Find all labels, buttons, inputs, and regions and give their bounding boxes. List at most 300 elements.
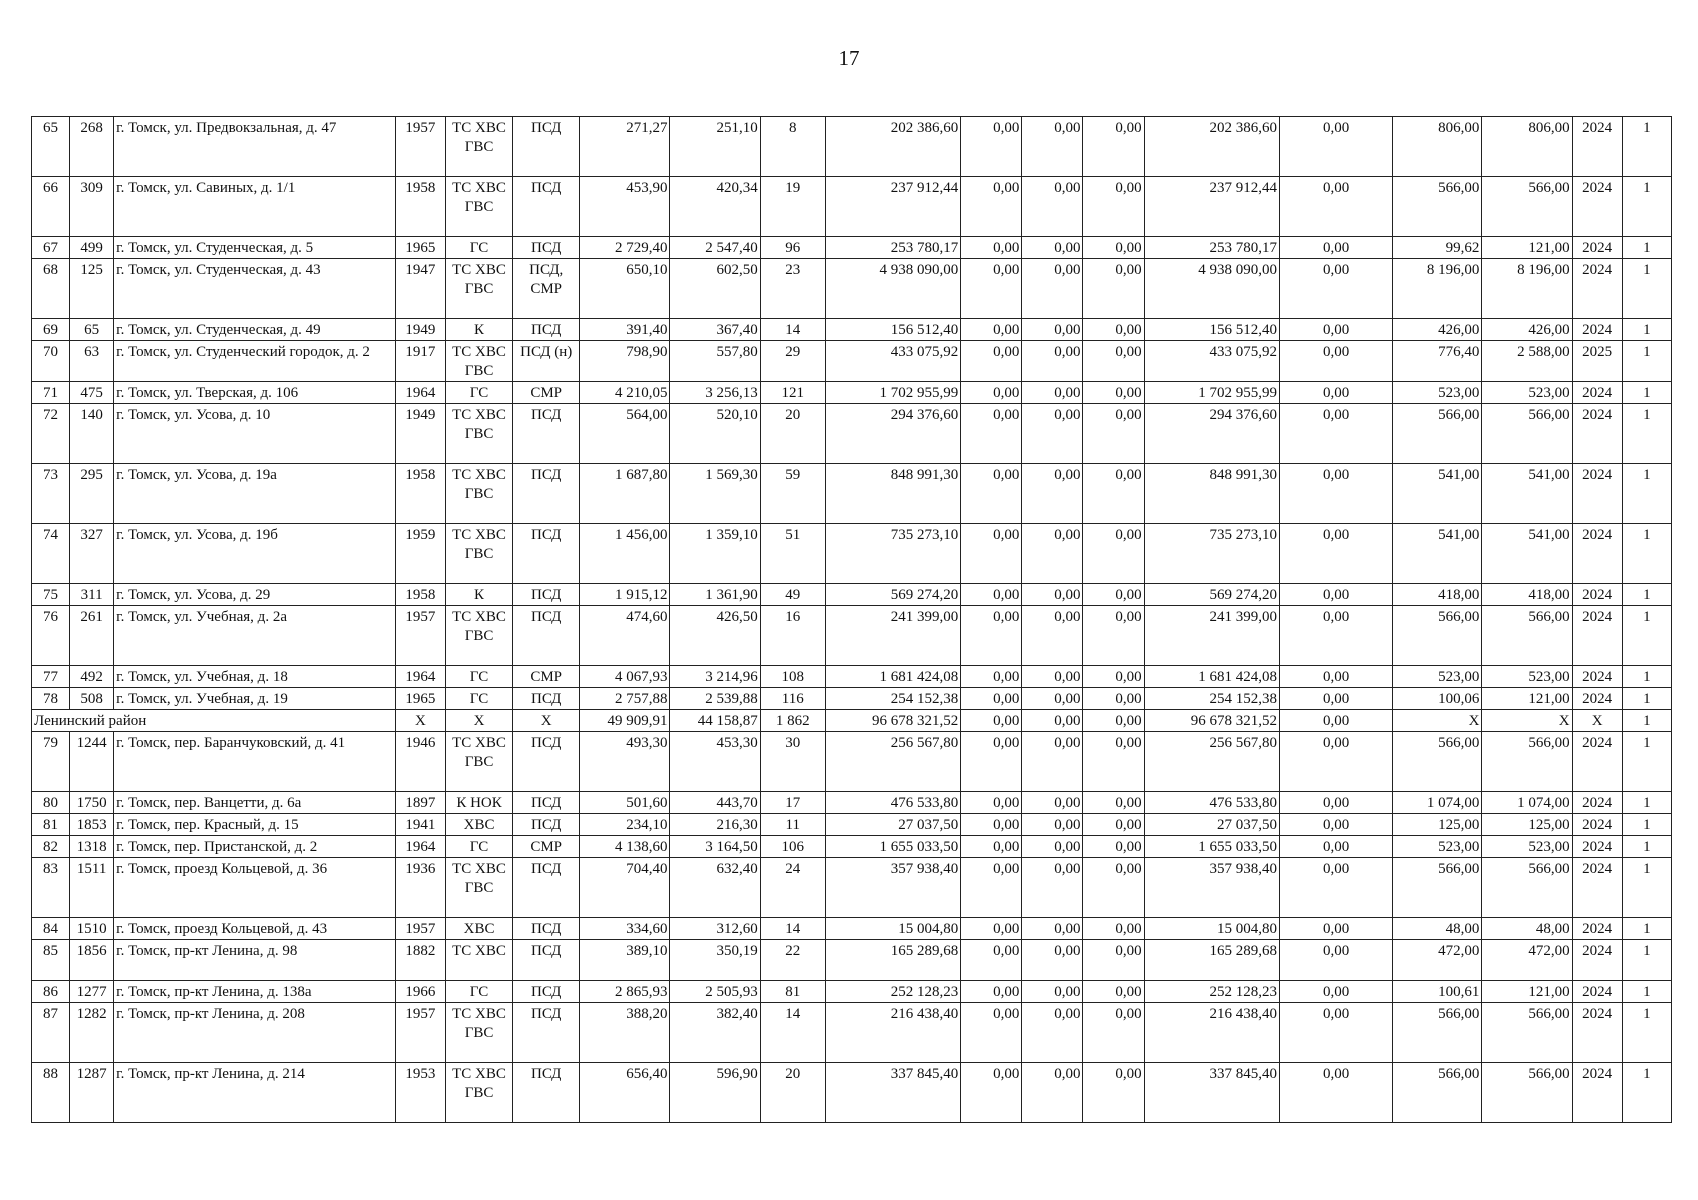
- cell-residents: 116: [760, 688, 825, 710]
- cell-fund-2: 0,00: [1022, 259, 1083, 319]
- cell-residents: 11: [760, 814, 825, 836]
- cell-residents: 17: [760, 792, 825, 814]
- cell-living-area: 1 569,30: [670, 464, 760, 524]
- cell-total-cost: 735 273,10: [825, 524, 960, 584]
- cell-living-area: 443,70: [670, 792, 760, 814]
- cell-row-number: 78: [32, 688, 70, 710]
- cell-build-year: 1964: [395, 382, 445, 404]
- cell-fund-2: 0,00: [1022, 404, 1083, 464]
- cell-fund-2: 0,00: [1022, 341, 1083, 382]
- cell-work-type: X: [513, 710, 580, 732]
- cell-address: г. Томск, пр-кт Ленина, д. 98: [114, 940, 396, 981]
- cell-fund-1: 0,00: [961, 382, 1022, 404]
- cell-address: г. Томск, проезд Кольцевой, д. 36: [114, 858, 396, 918]
- cell-residents: 14: [760, 1003, 825, 1063]
- cell-residents: 16: [760, 606, 825, 666]
- cell-row-number: 73: [32, 464, 70, 524]
- cell-unit-cost-limit: 426,00: [1482, 319, 1572, 341]
- cell-address: г. Томск, ул. Усова, д. 10: [114, 404, 396, 464]
- cell-work-type: СМР: [513, 836, 580, 858]
- cell-total-cost: 433 075,92: [825, 341, 960, 382]
- cell-total-area: 1 687,80: [580, 464, 670, 524]
- cell-other-funds: 0,00: [1279, 237, 1392, 259]
- cell-system-type: К: [445, 584, 512, 606]
- table-row: [32, 836, 1672, 858]
- cell-row-number: 82: [32, 836, 70, 858]
- table-row: [32, 237, 1672, 259]
- cell-plan-year: 2024: [1572, 524, 1622, 584]
- page-number: 17: [838, 46, 860, 70]
- cell-plan-year: 2024: [1572, 259, 1622, 319]
- cell-total-cost: 15 004,80: [825, 918, 960, 940]
- cell-other-funds: 0,00: [1279, 710, 1392, 732]
- cell-work-type: ПСД: [513, 792, 580, 814]
- cell-flag: 1: [1622, 688, 1671, 710]
- cell-unit-cost-limit: 48,00: [1482, 918, 1572, 940]
- cell-living-area: 632,40: [670, 858, 760, 918]
- cell-unit-cost-limit: 125,00: [1482, 814, 1572, 836]
- cell-address: г. Томск, ул. Усова, д. 19б: [114, 524, 396, 584]
- cell-work-type: ПСД: [513, 584, 580, 606]
- cell-unit-cost: 99,62: [1393, 237, 1482, 259]
- cell-system-type: ГС: [445, 688, 512, 710]
- cell-build-year: 1949: [395, 404, 445, 464]
- cell-house-id: 1282: [70, 1003, 114, 1063]
- cell-fund-3: 0,00: [1083, 981, 1144, 1003]
- cell-address: г. Томск, проезд Кольцевой, д. 43: [114, 918, 396, 940]
- cell-fund-2: 0,00: [1022, 792, 1083, 814]
- cell-system-type: ТС ХВС ГВС: [445, 177, 512, 237]
- cell-flag: 1: [1622, 382, 1671, 404]
- cell-unit-cost: 472,00: [1393, 940, 1482, 981]
- cell-total-area: 501,60: [580, 792, 670, 814]
- table-row: [32, 382, 1672, 404]
- cell-fund-3: 0,00: [1083, 688, 1144, 710]
- table-row: [32, 319, 1672, 341]
- cell-fund-1: 0,00: [961, 177, 1022, 237]
- cell-total-area: 4 210,05: [580, 382, 670, 404]
- cell-living-area: 367,40: [670, 319, 760, 341]
- cell-build-year: 1959: [395, 524, 445, 584]
- cell-other-funds: 0,00: [1279, 319, 1392, 341]
- cell-system-type: ТС ХВС ГВС: [445, 259, 512, 319]
- cell-owners-funds: 256 567,80: [1144, 732, 1279, 792]
- cell-fund-2: 0,00: [1022, 981, 1083, 1003]
- cell-row-number: 75: [32, 584, 70, 606]
- cell-row-number: 76: [32, 606, 70, 666]
- cell-plan-year: 2024: [1572, 814, 1622, 836]
- cell-plan-year: 2024: [1572, 177, 1622, 237]
- cell-work-type: ПСД: [513, 981, 580, 1003]
- cell-house-id: 1244: [70, 732, 114, 792]
- cell-plan-year: 2024: [1572, 688, 1622, 710]
- cell-address: г. Томск, ул. Учебная, д. 19: [114, 688, 396, 710]
- cell-fund-3: 0,00: [1083, 1063, 1144, 1123]
- cell-system-type: ТС ХВС ГВС: [445, 464, 512, 524]
- cell-address: г. Томск, ул. Студенческая, д. 5: [114, 237, 396, 259]
- cell-row-number: 68: [32, 259, 70, 319]
- cell-fund-1: 0,00: [961, 792, 1022, 814]
- cell-fund-3: 0,00: [1083, 237, 1144, 259]
- cell-work-type: ПСД: [513, 524, 580, 584]
- cell-unit-cost-limit: X: [1482, 710, 1572, 732]
- cell-other-funds: 0,00: [1279, 464, 1392, 524]
- cell-system-type: ТС ХВС ГВС: [445, 117, 512, 177]
- cell-system-type: ХВС: [445, 814, 512, 836]
- cell-unit-cost-limit: 566,00: [1482, 177, 1572, 237]
- cell-total-area: 334,60: [580, 918, 670, 940]
- cell-flag: 1: [1622, 341, 1671, 382]
- cell-owners-funds: 252 128,23: [1144, 981, 1279, 1003]
- cell-fund-3: 0,00: [1083, 319, 1144, 341]
- cell-other-funds: 0,00: [1279, 1063, 1392, 1123]
- cell-owners-funds: 294 376,60: [1144, 404, 1279, 464]
- cell-fund-1: 0,00: [961, 319, 1022, 341]
- cell-system-type: ТС ХВС ГВС: [445, 606, 512, 666]
- cell-build-year: 1946: [395, 732, 445, 792]
- cell-build-year: 1958: [395, 584, 445, 606]
- cell-build-year: 1957: [395, 918, 445, 940]
- cell-unit-cost-limit: 121,00: [1482, 688, 1572, 710]
- cell-build-year: 1964: [395, 836, 445, 858]
- cell-fund-2: 0,00: [1022, 710, 1083, 732]
- cell-system-type: ГС: [445, 981, 512, 1003]
- cell-other-funds: 0,00: [1279, 341, 1392, 382]
- cell-owners-funds: 337 845,40: [1144, 1063, 1279, 1123]
- cell-unit-cost: 566,00: [1393, 1003, 1482, 1063]
- cell-flag: 1: [1622, 117, 1671, 177]
- cell-fund-2: 0,00: [1022, 836, 1083, 858]
- cell-row-number: 86: [32, 981, 70, 1003]
- cell-system-type: ГС: [445, 836, 512, 858]
- cell-fund-3: 0,00: [1083, 259, 1144, 319]
- cell-unit-cost: 566,00: [1393, 858, 1482, 918]
- cell-address: г. Томск, ул. Учебная, д. 2а: [114, 606, 396, 666]
- table-row: [32, 606, 1672, 666]
- cell-living-area: 382,40: [670, 1003, 760, 1063]
- cell-row-number: 70: [32, 341, 70, 382]
- cell-fund-1: 0,00: [961, 688, 1022, 710]
- cell-residents: 19: [760, 177, 825, 237]
- cell-total-area: 389,10: [580, 940, 670, 981]
- cell-fund-3: 0,00: [1083, 177, 1144, 237]
- cell-owners-funds: 202 386,60: [1144, 117, 1279, 177]
- cell-fund-2: 0,00: [1022, 177, 1083, 237]
- cell-plan-year: 2024: [1572, 836, 1622, 858]
- cell-work-type: ПСД: [513, 319, 580, 341]
- cell-row-number: 72: [32, 404, 70, 464]
- cell-fund-2: 0,00: [1022, 1063, 1083, 1123]
- table-row: [32, 732, 1672, 792]
- cell-residents: 14: [760, 918, 825, 940]
- cell-total-cost: 569 274,20: [825, 584, 960, 606]
- cell-other-funds: 0,00: [1279, 792, 1392, 814]
- cell-system-type: К НОК: [445, 792, 512, 814]
- cell-owners-funds: 165 289,68: [1144, 940, 1279, 981]
- cell-house-id: 125: [70, 259, 114, 319]
- cell-unit-cost: 418,00: [1393, 584, 1482, 606]
- cell-total-area: 656,40: [580, 1063, 670, 1123]
- cell-unit-cost: 566,00: [1393, 732, 1482, 792]
- cell-row-number: 88: [32, 1063, 70, 1123]
- cell-house-id: 1287: [70, 1063, 114, 1123]
- cell-row-number: 85: [32, 940, 70, 981]
- cell-total-area: 391,40: [580, 319, 670, 341]
- cell-other-funds: 0,00: [1279, 940, 1392, 981]
- cell-build-year: 1936: [395, 858, 445, 918]
- cell-total-area: 2 865,93: [580, 981, 670, 1003]
- cell-fund-1: 0,00: [961, 918, 1022, 940]
- cell-plan-year: 2024: [1572, 940, 1622, 981]
- cell-fund-1: 0,00: [961, 341, 1022, 382]
- cell-unit-cost-limit: 566,00: [1482, 732, 1572, 792]
- cell-unit-cost: 541,00: [1393, 464, 1482, 524]
- cell-owners-funds: 27 037,50: [1144, 814, 1279, 836]
- cell-row-number: 83: [32, 858, 70, 918]
- cell-total-cost: 96 678 321,52: [825, 710, 960, 732]
- cell-living-area: 3 214,96: [670, 666, 760, 688]
- cell-address: г. Томск, ул. Усова, д. 19а: [114, 464, 396, 524]
- cell-house-id: 63: [70, 341, 114, 382]
- cell-system-type: ГС: [445, 666, 512, 688]
- cell-total-cost: 237 912,44: [825, 177, 960, 237]
- cell-other-funds: 0,00: [1279, 259, 1392, 319]
- cell-unit-cost-limit: 523,00: [1482, 382, 1572, 404]
- cell-owners-funds: 433 075,92: [1144, 341, 1279, 382]
- cell-fund-2: 0,00: [1022, 688, 1083, 710]
- cell-work-type: ПСД: [513, 606, 580, 666]
- cell-residents: 81: [760, 981, 825, 1003]
- cell-unit-cost: 523,00: [1393, 382, 1482, 404]
- cell-plan-year: 2024: [1572, 404, 1622, 464]
- cell-fund-1: 0,00: [961, 1003, 1022, 1063]
- cell-total-cost: 27 037,50: [825, 814, 960, 836]
- cell-work-type: ПСД: [513, 732, 580, 792]
- cell-work-type: ПСД: [513, 918, 580, 940]
- cell-fund-1: 0,00: [961, 981, 1022, 1003]
- cell-fund-3: 0,00: [1083, 666, 1144, 688]
- cell-plan-year: 2024: [1572, 382, 1622, 404]
- cell-residents: 30: [760, 732, 825, 792]
- table-row: [32, 918, 1672, 940]
- cell-unit-cost: 566,00: [1393, 177, 1482, 237]
- cell-build-year: 1958: [395, 177, 445, 237]
- cell-plan-year: X: [1572, 710, 1622, 732]
- cell-system-type: ТС ХВС ГВС: [445, 1003, 512, 1063]
- cell-fund-3: 0,00: [1083, 1003, 1144, 1063]
- cell-build-year: 1953: [395, 1063, 445, 1123]
- cell-plan-year: 2024: [1572, 319, 1622, 341]
- cell-fund-3: 0,00: [1083, 732, 1144, 792]
- cell-system-type: ТС ХВС ГВС: [445, 524, 512, 584]
- cell-flag: 1: [1622, 464, 1671, 524]
- cell-residents: 96: [760, 237, 825, 259]
- cell-plan-year: 2024: [1572, 584, 1622, 606]
- cell-house-id: 1277: [70, 981, 114, 1003]
- cell-work-type: ПСД: [513, 404, 580, 464]
- cell-residents: 20: [760, 404, 825, 464]
- cell-unit-cost: 806,00: [1393, 117, 1482, 177]
- cell-address: г. Томск, пр-кт Ленина, д. 208: [114, 1003, 396, 1063]
- cell-other-funds: 0,00: [1279, 606, 1392, 666]
- cell-system-type: ТС ХВС ГВС: [445, 404, 512, 464]
- cell-residents: 121: [760, 382, 825, 404]
- cell-fund-2: 0,00: [1022, 940, 1083, 981]
- cell-plan-year: 2024: [1572, 606, 1622, 666]
- cell-residents: 22: [760, 940, 825, 981]
- cell-total-area: 1 456,00: [580, 524, 670, 584]
- cell-unit-cost: 426,00: [1393, 319, 1482, 341]
- cell-plan-year: 2024: [1572, 918, 1622, 940]
- table-row: [32, 940, 1672, 981]
- cell-residents: 51: [760, 524, 825, 584]
- cell-row-number: 69: [32, 319, 70, 341]
- cell-flag: 1: [1622, 666, 1671, 688]
- cell-fund-2: 0,00: [1022, 237, 1083, 259]
- cell-row-number: 87: [32, 1003, 70, 1063]
- cell-fund-3: 0,00: [1083, 858, 1144, 918]
- cell-address: г. Томск, пр-кт Ленина, д. 214: [114, 1063, 396, 1123]
- table-row: [32, 524, 1672, 584]
- cell-plan-year: 2024: [1572, 1003, 1622, 1063]
- table-row: [32, 1063, 1672, 1123]
- cell-unit-cost-limit: 1 074,00: [1482, 792, 1572, 814]
- cell-work-type: ПСД, СМР: [513, 259, 580, 319]
- cell-living-area: 420,34: [670, 177, 760, 237]
- cell-unit-cost-limit: 566,00: [1482, 1003, 1572, 1063]
- cell-other-funds: 0,00: [1279, 732, 1392, 792]
- cell-work-type: СМР: [513, 666, 580, 688]
- cell-unit-cost: 100,06: [1393, 688, 1482, 710]
- table-row: [32, 341, 1672, 382]
- cell-fund-2: 0,00: [1022, 732, 1083, 792]
- cell-owners-funds: 156 512,40: [1144, 319, 1279, 341]
- cell-total-cost: 1 702 955,99: [825, 382, 960, 404]
- cell-total-area: 4 067,93: [580, 666, 670, 688]
- cell-residents: 108: [760, 666, 825, 688]
- cell-fund-2: 0,00: [1022, 666, 1083, 688]
- cell-house-id: 65: [70, 319, 114, 341]
- cell-living-area: 2 505,93: [670, 981, 760, 1003]
- cell-address: г. Томск, ул. Тверская, д. 106: [114, 382, 396, 404]
- cell-house-id: 140: [70, 404, 114, 464]
- cell-plan-year: 2024: [1572, 732, 1622, 792]
- cell-total-area: 493,30: [580, 732, 670, 792]
- cell-total-area: 798,90: [580, 341, 670, 382]
- cell-residents: 59: [760, 464, 825, 524]
- cell-total-cost: 476 533,80: [825, 792, 960, 814]
- cell-unit-cost-limit: 566,00: [1482, 404, 1572, 464]
- cell-residents: 23: [760, 259, 825, 319]
- cell-owners-funds: 1 681 424,08: [1144, 666, 1279, 688]
- cell-total-cost: 241 399,00: [825, 606, 960, 666]
- cell-fund-2: 0,00: [1022, 524, 1083, 584]
- cell-other-funds: 0,00: [1279, 814, 1392, 836]
- cell-owners-funds: 253 780,17: [1144, 237, 1279, 259]
- cell-address: г. Томск, пр-кт Ленина, д. 138а: [114, 981, 396, 1003]
- cell-fund-2: 0,00: [1022, 464, 1083, 524]
- cell-unit-cost-limit: 523,00: [1482, 666, 1572, 688]
- cell-living-area: 350,19: [670, 940, 760, 981]
- cell-build-year: 1965: [395, 237, 445, 259]
- cell-work-type: ПСД: [513, 237, 580, 259]
- cell-fund-2: 0,00: [1022, 858, 1083, 918]
- cell-residents: 29: [760, 341, 825, 382]
- cell-fund-1: 0,00: [961, 404, 1022, 464]
- cell-unit-cost-limit: 566,00: [1482, 606, 1572, 666]
- cell-living-area: 520,10: [670, 404, 760, 464]
- cell-house-id: 327: [70, 524, 114, 584]
- cell-flag: 1: [1622, 710, 1671, 732]
- cell-address: г. Томск, ул. Савиных, д. 1/1: [114, 177, 396, 237]
- cell-unit-cost-limit: 541,00: [1482, 464, 1572, 524]
- cell-total-area: 271,27: [580, 117, 670, 177]
- cell-address: г. Томск, пер. Пристанской, д. 2: [114, 836, 396, 858]
- cell-system-type: X: [445, 710, 512, 732]
- cell-system-type: ХВС: [445, 918, 512, 940]
- cell-address: г. Томск, ул. Студенческая, д. 43: [114, 259, 396, 319]
- table-row: [32, 688, 1672, 710]
- cell-plan-year: 2024: [1572, 237, 1622, 259]
- cell-total-area: 474,60: [580, 606, 670, 666]
- cell-build-year: 1917: [395, 341, 445, 382]
- cell-owners-funds: 476 533,80: [1144, 792, 1279, 814]
- cell-work-type: ПСД: [513, 1003, 580, 1063]
- cell-fund-2: 0,00: [1022, 814, 1083, 836]
- cell-system-type: ГС: [445, 382, 512, 404]
- cell-build-year: 1957: [395, 117, 445, 177]
- table-row: [32, 584, 1672, 606]
- cell-flag: 1: [1622, 524, 1671, 584]
- cell-total-cost: 357 938,40: [825, 858, 960, 918]
- cell-unit-cost: X: [1393, 710, 1482, 732]
- cell-build-year: 1957: [395, 1003, 445, 1063]
- cell-work-type: ПСД: [513, 688, 580, 710]
- cell-flag: 1: [1622, 836, 1671, 858]
- cell-unit-cost: 523,00: [1393, 836, 1482, 858]
- cell-owners-funds: 1 655 033,50: [1144, 836, 1279, 858]
- cell-plan-year: 2024: [1572, 981, 1622, 1003]
- cell-flag: 1: [1622, 259, 1671, 319]
- cell-living-area: 602,50: [670, 259, 760, 319]
- cell-address: г. Томск, пер. Баранчуковский, д. 41: [114, 732, 396, 792]
- cell-address: г. Томск, ул. Студенческий городок, д. 2: [114, 341, 396, 382]
- cell-owners-funds: 357 938,40: [1144, 858, 1279, 918]
- cell-work-type: ПСД: [513, 858, 580, 918]
- cell-total-area: 4 138,60: [580, 836, 670, 858]
- cell-owners-funds: 1 702 955,99: [1144, 382, 1279, 404]
- cell-total-cost: 165 289,68: [825, 940, 960, 981]
- cell-other-funds: 0,00: [1279, 177, 1392, 237]
- cell-row-number: 66: [32, 177, 70, 237]
- cell-fund-3: 0,00: [1083, 792, 1144, 814]
- cell-flag: 1: [1622, 918, 1671, 940]
- cell-work-type: ПСД: [513, 940, 580, 981]
- table-row: [32, 792, 1672, 814]
- table-body: [32, 117, 1672, 1123]
- cell-total-cost: 4 938 090,00: [825, 259, 960, 319]
- cell-unit-cost-limit: 8 196,00: [1482, 259, 1572, 319]
- cell-house-id: 1318: [70, 836, 114, 858]
- cell-living-area: 453,30: [670, 732, 760, 792]
- cell-living-area: 44 158,87: [670, 710, 760, 732]
- cell-total-cost: 202 386,60: [825, 117, 960, 177]
- cell-fund-1: 0,00: [961, 117, 1022, 177]
- cell-other-funds: 0,00: [1279, 382, 1392, 404]
- cell-plan-year: 2024: [1572, 464, 1622, 524]
- cell-fund-1: 0,00: [961, 732, 1022, 792]
- cell-fund-1: 0,00: [961, 259, 1022, 319]
